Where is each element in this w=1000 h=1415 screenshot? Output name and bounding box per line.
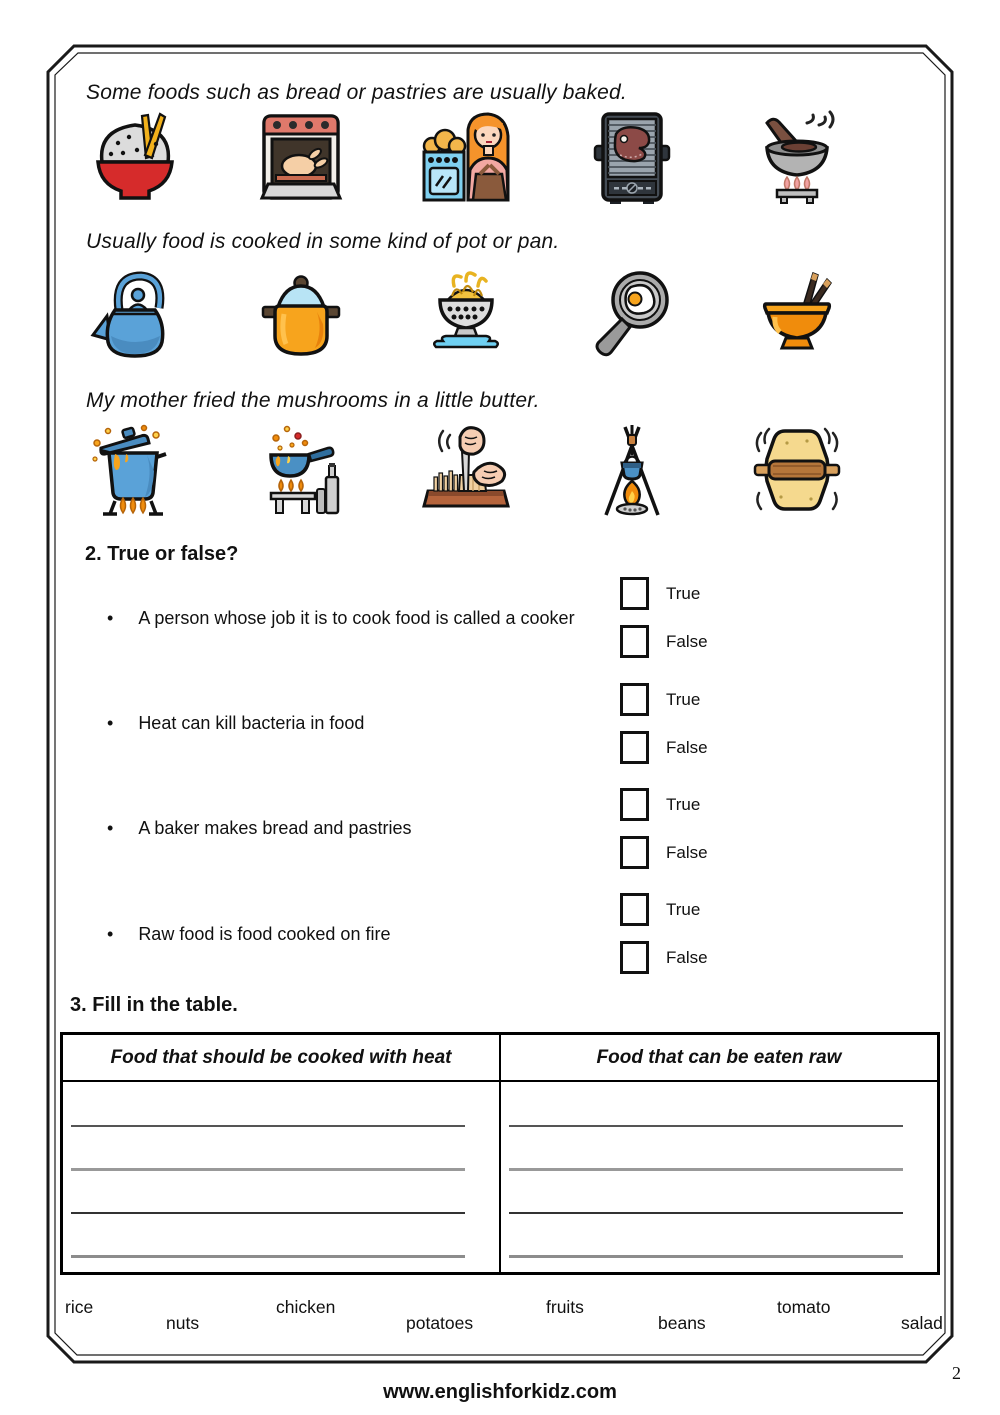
wok-on-burner-icon — [747, 108, 847, 208]
false-label: False — [666, 947, 708, 967]
hands-chopping-board-icon — [416, 421, 516, 521]
true-label: True — [666, 899, 701, 919]
cooking-pot-icon — [251, 266, 351, 366]
cooked-column-cell — [63, 1082, 501, 1272]
word-bank-beans: beans — [658, 1313, 706, 1333]
true-label: True — [666, 583, 701, 603]
column-header-raw: Food that can be eaten raw — [596, 1046, 842, 1068]
kettle-icon — [85, 266, 185, 366]
rice-bowl-icon — [85, 108, 185, 208]
false-label: False — [666, 842, 708, 862]
checkbox-group-2 — [620, 683, 708, 779]
answer-line[interactable] — [509, 1084, 903, 1127]
statement-raw-food — [107, 923, 612, 945]
false-label: False — [666, 737, 708, 757]
column-header-cooked: Food that should be cooked with heat — [63, 1035, 501, 1080]
statement-cooker — [107, 607, 612, 629]
false-checkbox-2[interactable] — [620, 731, 649, 764]
answer-line[interactable] — [509, 1127, 903, 1171]
campfire-tripod-pot-icon — [582, 421, 682, 521]
true-false-heading: 2. True or false? — [85, 543, 239, 565]
fill-table-body — [63, 1082, 937, 1272]
answer-line[interactable] — [71, 1214, 465, 1258]
statement-baker — [107, 817, 612, 839]
false-checkbox-3[interactable] — [620, 836, 649, 869]
true-checkbox-1[interactable] — [620, 577, 649, 610]
bullet: • — [107, 608, 114, 628]
checkbox-group-1 — [620, 577, 708, 673]
rolling-pin-dough-icon — [747, 421, 847, 521]
colander-spaghetti-icon — [416, 266, 516, 366]
false-checkbox-1[interactable] — [620, 625, 649, 658]
statement-text: A person whose job it is to cook food is called a cooker — [138, 608, 575, 628]
statement-text: A baker makes bread and pastries — [138, 818, 412, 838]
checkbox-group-3 — [620, 788, 708, 884]
true-checkbox-2[interactable] — [620, 683, 649, 716]
boiling-pot-icon — [85, 421, 185, 521]
word-bank-potatoes: potatoes — [406, 1313, 474, 1333]
roast-turkey-oven-icon — [251, 108, 351, 208]
answer-line[interactable] — [71, 1084, 465, 1127]
sentence-fried: My mother fried the mushrooms in a little butter. — [86, 389, 540, 412]
answer-line[interactable] — [509, 1214, 903, 1258]
word-bank-rice: rice — [65, 1297, 94, 1317]
statement-bacteria — [107, 712, 612, 734]
electric-grill-steak-icon — [582, 108, 682, 208]
raw-column-cell — [501, 1082, 937, 1272]
fill-table-header — [63, 1035, 937, 1082]
bullet: • — [107, 818, 114, 838]
answer-line[interactable] — [71, 1127, 465, 1171]
saucepan-frying-oil-icon — [251, 421, 351, 521]
page-number: 2 — [952, 1363, 961, 1383]
checkbox-group-4 — [620, 893, 708, 989]
true-label: True — [666, 794, 701, 814]
word-bank-fruits: fruits — [546, 1297, 584, 1317]
true-checkbox-4[interactable] — [620, 893, 649, 926]
word-bank-salad: salad — [901, 1313, 943, 1333]
frying-pan-egg-icon — [582, 266, 682, 366]
icon-row-frying — [85, 421, 847, 521]
statement-text: Heat can kill bacteria in food — [138, 713, 365, 733]
icon-row-baking — [85, 108, 847, 208]
noodle-bowl-chopsticks-icon — [747, 266, 847, 366]
false-label: False — [666, 631, 708, 651]
fill-table-heading: 3. Fill in the table. — [70, 994, 238, 1016]
icon-row-pots — [85, 266, 847, 366]
answer-line[interactable] — [509, 1171, 903, 1214]
footer-url: www.englishforkidz.com — [383, 1381, 617, 1403]
answer-line[interactable] — [71, 1171, 465, 1214]
word-bank-chicken: chicken — [276, 1297, 336, 1317]
baker-woman-oven-icon — [416, 108, 516, 208]
bullet: • — [107, 924, 114, 944]
fill-table — [60, 1032, 940, 1275]
word-bank-nuts: nuts — [166, 1313, 200, 1333]
word-bank-tomato: tomato — [777, 1297, 831, 1317]
true-label: True — [666, 689, 701, 709]
sentence-baked: Some foods such as bread or pastries are usually baked. — [86, 81, 627, 104]
true-checkbox-3[interactable] — [620, 788, 649, 821]
sentence-pot-pan: Usually food is cooked in some kind of pot or pan. — [86, 230, 560, 253]
false-checkbox-4[interactable] — [620, 941, 649, 974]
statement-text: Raw food is food cooked on fire — [138, 924, 391, 944]
bullet: • — [107, 713, 114, 733]
